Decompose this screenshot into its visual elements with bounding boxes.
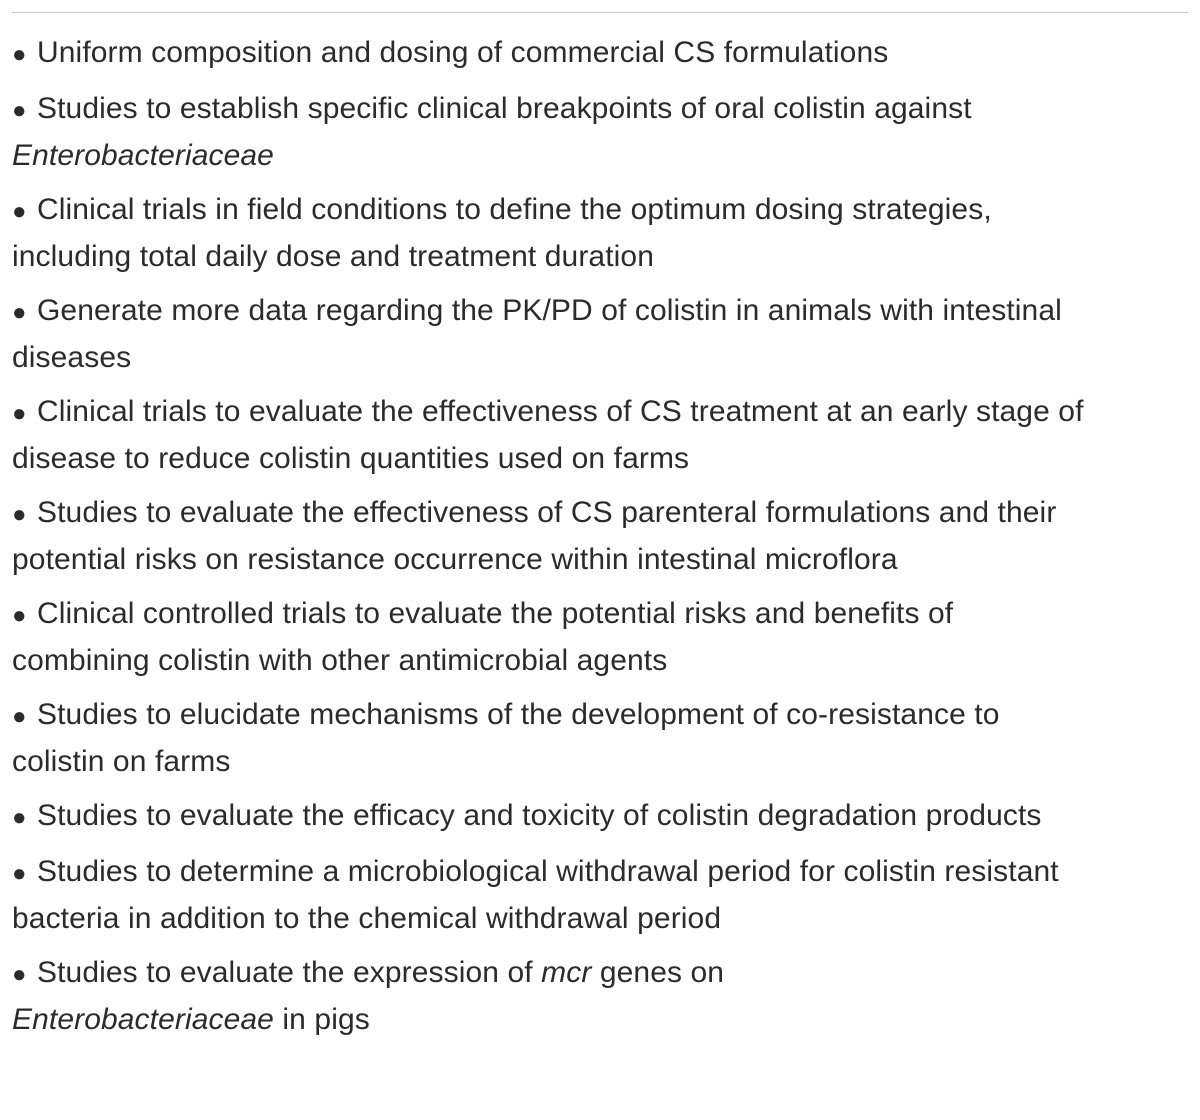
item-text-italic: Enterobacteriaceae (12, 139, 274, 172)
recommendations-list (12, 30, 1092, 1051)
bullet-icon: ● (12, 961, 27, 988)
item-text: genes on (599, 956, 725, 989)
gene-name-italic: mcr (541, 956, 592, 989)
item-text: Studies to evaluate the expression of (37, 956, 533, 989)
item-text: Clinical controlled trials to evaluate the potential risks and benefits of combining colistin with other antimicrobial agents (12, 597, 954, 677)
item-text: Studies to evaluate the effectiveness of CS parenteral formulations and their potential risks on resistance occurrence within intestinal microflora (12, 496, 1057, 576)
list-item (12, 30, 1092, 77)
item-text: Uniform composition and dosing of commercial CS formulations (37, 36, 889, 69)
item-text: Clinical trials to evaluate the effectiveness of CS treatment at an early stage of disease to reduce colistin quantities used on farms (12, 395, 1084, 475)
list-item (12, 692, 1092, 784)
list-item (12, 950, 1092, 1042)
bullet-icon: ● (12, 860, 27, 887)
list-item (12, 591, 1092, 683)
item-text: Studies to elucidate mechanisms of the development of co-resistance to colistin on farms (12, 698, 1000, 778)
item-text: in pigs (282, 1003, 370, 1036)
item-text: Generate more data regarding the PK/PD of colistin in animals with intestinal diseases (12, 294, 1062, 374)
bullet-icon: ● (12, 501, 27, 528)
bullet-icon: ● (12, 299, 27, 326)
top-rule (12, 12, 1188, 13)
item-text: Studies to establish specific clinical breakpoints of oral colistin against (37, 92, 972, 125)
item-text: Studies to evaluate the efficacy and toxicity of colistin degradation products (37, 799, 1042, 832)
list-item (12, 288, 1092, 380)
list-item (12, 389, 1092, 481)
bacteria-name-italic: Enterobacteriaceae (12, 1003, 274, 1036)
list-item (12, 86, 1092, 178)
item-text: Clinical trials in field conditions to define the optimum dosing strategies, including total daily dose and treatment duration (12, 193, 992, 273)
bullet-icon: ● (12, 198, 27, 225)
bullet-icon: ● (12, 703, 27, 730)
list-item (12, 490, 1092, 582)
list-item (12, 793, 1092, 840)
list-item (12, 187, 1092, 279)
list-item (12, 849, 1092, 941)
bullet-icon: ● (12, 804, 27, 831)
bullet-icon: ● (12, 41, 27, 68)
bullet-icon: ● (12, 602, 27, 629)
bullet-icon: ● (12, 97, 27, 124)
bullet-icon: ● (12, 400, 27, 427)
item-text: Studies to determine a microbiological withdrawal period for colistin resistant bacteria in addition to the chemical withdrawal period (12, 855, 1059, 935)
